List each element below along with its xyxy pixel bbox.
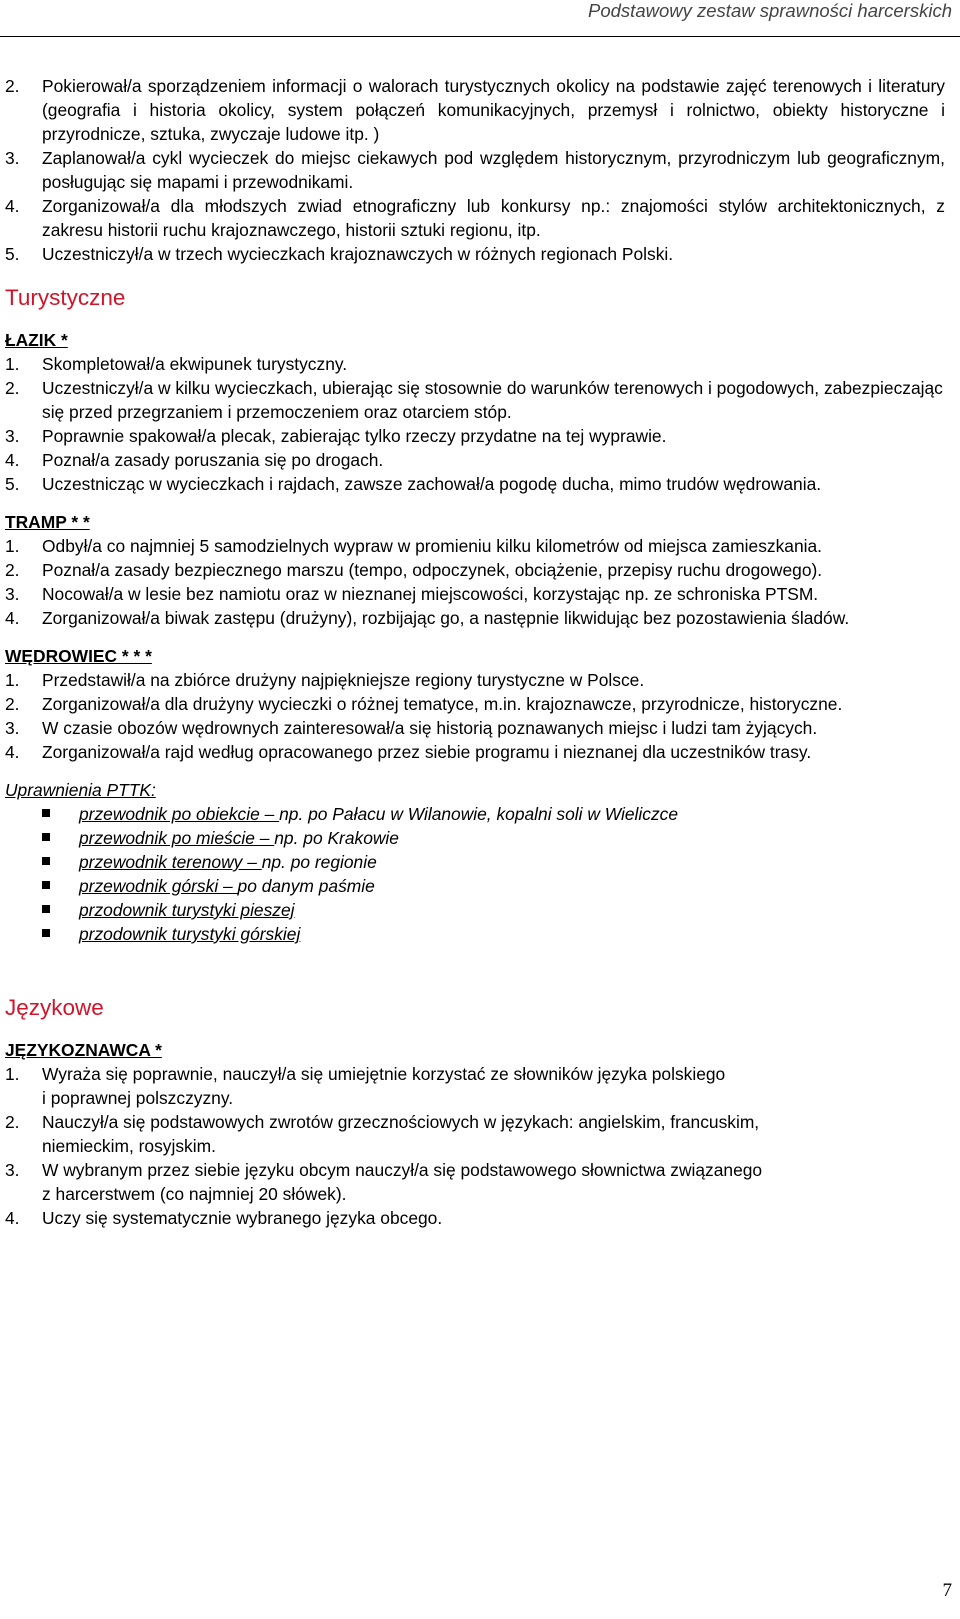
list-item [5, 826, 945, 850]
list-item [5, 802, 945, 826]
permission-detail: np. po Pałacu w Wilanowie, kopalni soli w Wieliczce [279, 804, 679, 824]
item-text-line: Nauczył/a się podstawowych zwrotów grzecznościowych w językach: angielskim, francuskim, [42, 1112, 760, 1132]
list-item [5, 1110, 945, 1158]
item-number: 1. [5, 536, 20, 556]
square-bullet-icon [42, 809, 50, 817]
item-number: 2. [5, 1112, 20, 1132]
page-header-title: Podstawowy zestaw sprawności harcerskich [588, 0, 952, 21]
item-text: Nocował/a w lesie bez namiotu oraz w nieznanej miejscowości, korzystając np. ze schroniska PTSM. [42, 584, 819, 604]
item-text: Zorganizował/a dla młodszych zwiad etnograficzny lub konkursy np.: znajomości stylów architektonicznych, z zakresu historii ruchu krajoznawczego, historii sztuki regionu, itp. [42, 196, 945, 240]
item-text-line: W wybranym przez siebie języku obcym nauczył/a się podstawowego słownictwa związanego [42, 1160, 763, 1180]
item-text: Poprawnie spakował/a plecak, zabierając tylko rzeczy przydatne na tej wyprawie. [42, 426, 667, 446]
item-text: Przedstawił/a na zbiórce drużyny najpiękniejsze regiony turystyczne w Polsce. [42, 670, 645, 690]
badge-list-tramp [5, 534, 945, 630]
item-text: Poznał/a zasady poruszania się po drogach. [42, 450, 384, 470]
permission-name: przewodnik terenowy – [79, 852, 262, 872]
permission-name: przodownik turystyki górskiej [79, 924, 301, 944]
list-item [5, 472, 945, 496]
permission-name: przewodnik górski – [79, 876, 238, 896]
list-item [5, 194, 945, 242]
item-number: 4. [5, 742, 20, 762]
item-number: 3. [5, 1160, 20, 1180]
list-item [5, 1158, 945, 1206]
item-text-line: niemieckim, rosyjskim. [42, 1136, 216, 1156]
list-item [5, 534, 945, 558]
item-text: Uczestniczył/a w trzech wycieczkach krajoznawczych w różnych regionach Polski. [42, 244, 674, 264]
item-number: 4. [5, 196, 20, 216]
list-item [5, 606, 945, 630]
list-item [5, 740, 945, 764]
permission-detail: np. po Krakowie [274, 828, 399, 848]
item-text: Uczestniczył/a w kilku wycieczkach, ubierając się stosownie do warunków terenowych i pogodowych, zabezpieczając się przed przegrzaniem i przemoczeniem oraz otarciem stóp. [42, 378, 943, 422]
item-text: W czasie obozów wędrownych zainteresował/a się historią poznawanych miejsc i ludzi tam żyjących. [42, 718, 818, 738]
badge-list-jezykoznawca [5, 1062, 945, 1230]
item-number: 2. [5, 694, 20, 714]
item-text-line: z harcerstwem (co najmniej 20 słówek). [42, 1184, 347, 1204]
badge-title-tramp: TRAMP * * [5, 512, 90, 532]
item-number: 1. [5, 1064, 20, 1084]
item-number: 4. [5, 450, 20, 470]
item-text: Zorganizował/a rajd według opracowanego przez siebie programu i nieznanej dla uczestników trasy. [42, 742, 812, 762]
item-text: Zorganizował/a biwak zastępu (drużyny), rozbijając go, a następnie likwidując bez pozostawienia śladów. [42, 608, 850, 628]
intro-list [5, 74, 945, 266]
permission-detail: np. po regionie [261, 852, 377, 872]
item-text: Zorganizował/a dla drużyny wycieczki o różnej tematyce, m.in. krajoznawcze, przyrodnicze, historyczne. [42, 694, 843, 714]
item-number: 2. [5, 378, 20, 398]
list-item [5, 242, 945, 266]
section-title-tourism: Turystyczne [5, 285, 126, 310]
item-number: 3. [5, 584, 20, 604]
item-number: 1. [5, 354, 20, 374]
list-item [5, 146, 945, 194]
item-text-line: i poprawnej polszczyzny. [42, 1088, 234, 1108]
square-bullet-icon [42, 881, 50, 889]
pttk-permissions-list [5, 802, 945, 946]
badge-title-lazik: ŁAZIK * [5, 330, 68, 350]
header-divider [0, 36, 960, 37]
pttk-permissions-title: Uprawnienia PTTK: [5, 780, 156, 800]
item-number: 4. [5, 608, 20, 628]
document-body [5, 74, 945, 1230]
badge-list-wedrowiec [5, 668, 945, 764]
section-title-language: Językowe [5, 995, 104, 1020]
item-text-line: Uczy się systematycznie wybranego języka obcego. [42, 1208, 443, 1228]
list-item [5, 850, 945, 874]
item-text: Pokierował/a sporządzeniem informacji o walorach turystycznych okolicy na podstawie zajęć terenowych i literatury (geografia i historia okolicy, system połączeń komunikacyjnych, przemysł i rolnictwo, obiekty historyczne i przyrodnicze, sztuka, zwyczaje ludowe itp. ) [42, 76, 945, 144]
item-number: 3. [5, 718, 20, 738]
item-text: Poznał/a zasady bezpiecznego marszu (tempo, odpoczynek, obciążenie, przepisy ruchu drogowego). [42, 560, 823, 580]
permission-name: przewodnik po obiekcie – [79, 804, 280, 824]
list-item [5, 558, 945, 582]
list-item [5, 692, 945, 716]
list-item [5, 74, 945, 146]
list-item [5, 1206, 945, 1230]
permission-detail: po danym paśmie [237, 876, 375, 896]
item-number: 3. [5, 426, 20, 446]
permission-name: przewodnik po mieście – [79, 828, 275, 848]
square-bullet-icon [42, 857, 50, 865]
list-item [5, 668, 945, 692]
item-text: Uczestnicząc w wycieczkach i rajdach, zawsze zachował/a pogodę ducha, mimo trudów wędrowania. [42, 474, 822, 494]
item-number: 1. [5, 670, 20, 690]
square-bullet-icon [42, 833, 50, 841]
item-text: Zaplanował/a cykl wycieczek do miejsc ciekawych pod względem historycznym, przyrodniczym lub geograficznym, posługując się mapami i przewodnikami. [42, 148, 945, 192]
list-item [5, 898, 945, 922]
list-item [5, 922, 945, 946]
page-number: 7 [942, 1580, 952, 1601]
list-item [5, 716, 945, 740]
item-number: 2. [5, 76, 20, 96]
list-item [5, 582, 945, 606]
list-item [5, 352, 945, 376]
item-number: 5. [5, 474, 20, 494]
badge-title-jezykoznawca: JĘZYKOZNAWCA * [5, 1040, 162, 1060]
item-number: 3. [5, 148, 20, 168]
list-item [5, 448, 945, 472]
permission-name: przodownik turystyki pieszej [79, 900, 295, 920]
list-item [5, 376, 945, 424]
item-text: Skompletował/a ekwipunek turystyczny. [42, 354, 348, 374]
list-item [5, 424, 945, 448]
badge-list-lazik [5, 352, 945, 496]
square-bullet-icon [42, 905, 50, 913]
item-number: 4. [5, 1208, 20, 1228]
item-number: 2. [5, 560, 20, 580]
badge-title-wedrowiec: WĘDROWIEC * * * [5, 646, 152, 666]
list-item [5, 874, 945, 898]
list-item [5, 1062, 945, 1110]
item-number: 5. [5, 244, 20, 264]
square-bullet-icon [42, 929, 50, 937]
item-text: Odbył/a co najmniej 5 samodzielnych wypraw w promieniu kilku kilometrów od miejsca zamieszkania. [42, 536, 822, 556]
item-text-line: Wyraża się poprawnie, nauczył/a się umiejętnie korzystać ze słowników języka polskiego [42, 1064, 726, 1084]
